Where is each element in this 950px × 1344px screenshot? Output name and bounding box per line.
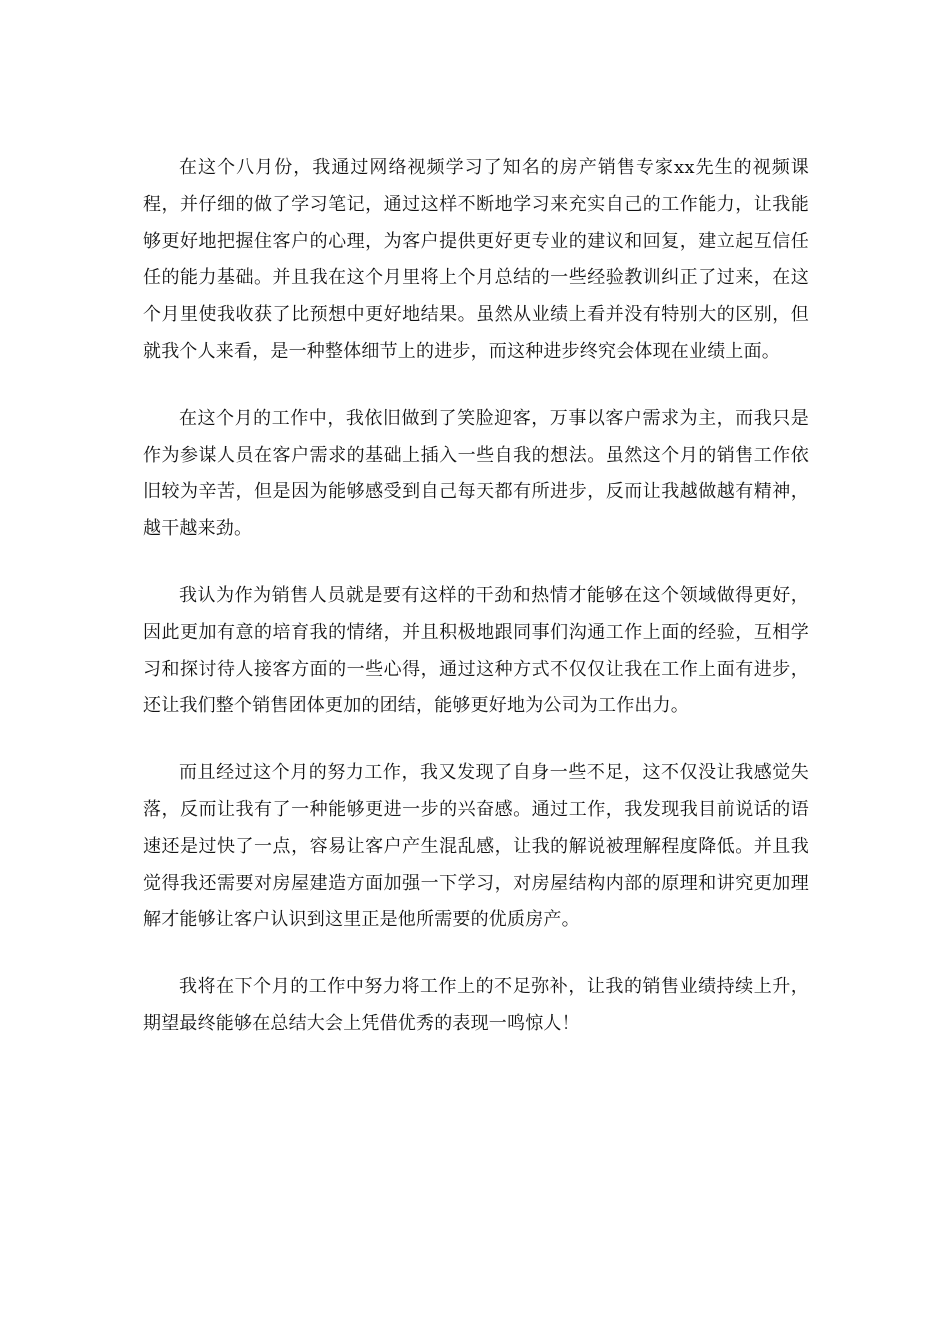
paragraph-1: 在这个八月份，我通过网络视频学习了知名的房产销售专家xx先生的视频课程，并仔细的做了学习笔记，通过这样不断地学习来充实自己的工作能力，让我能够更好地把握住客户的心理，为客户提供更好更专业的建议和回复，建立起互信任任的能力基础。并且我在这个月里将上个月总结的一些经验教训纠正了过来，在这个月里使我收获了比预想中更好地结果。虽然从业绩上看并没有特别大的区别，但就我个人来看，是一种整体细节上的进步，而这种进步终究会体现在业绩上面。 — [143, 157, 809, 362]
paragraph-2: 在这个月的工作中，我依旧做到了笑脸迎客，万事以客户需求为主，而我只是作为参谋人员在客户需求的基础上插入一些自我的想法。虽然这个月的销售工作依旧较为辛苦，但是因为能够感受到自己每天都有所进步，反而让我越做越有精神，越干越来劲。 — [143, 407, 809, 540]
paragraph-5: 我将在下个月的工作中努力将工作上的不足弥补，让我的销售业绩持续上升，期望最终能够在总结大会上凭借优秀的表现一鸣惊人！ — [143, 976, 809, 1034]
paragraph-4: 而且经过这个月的努力工作，我又发现了自身一些不足，这不仅没让我感觉失落，反而让我有了一种能够更进一步的兴奋感。通过工作，我发现我目前说话的语速还是过快了一点，容易让客户产生混乱感，让我的解说被理解程度降低。并且我觉得我还需要对房屋建造方面加强一下学习，对房屋结构内部的原理和讲究更加理解才能够让客户认识到这里正是他所需要的优质房产。 — [143, 762, 809, 931]
document-body — [143, 150, 809, 1073]
paragraph-3: 我认为作为销售人员就是要有这样的干劲和热情才能够在这个领域做得更好，因此更加有意的培育我的情绪，并且积极地跟同事们沟通工作上面的经验，互相学习和探讨待人接客方面的一些心得，通过这种方式不仅仅让我在工作上面有进步，还让我们整个销售团体更加的团结，能够更好地为公司为工作出力。 — [143, 584, 809, 717]
